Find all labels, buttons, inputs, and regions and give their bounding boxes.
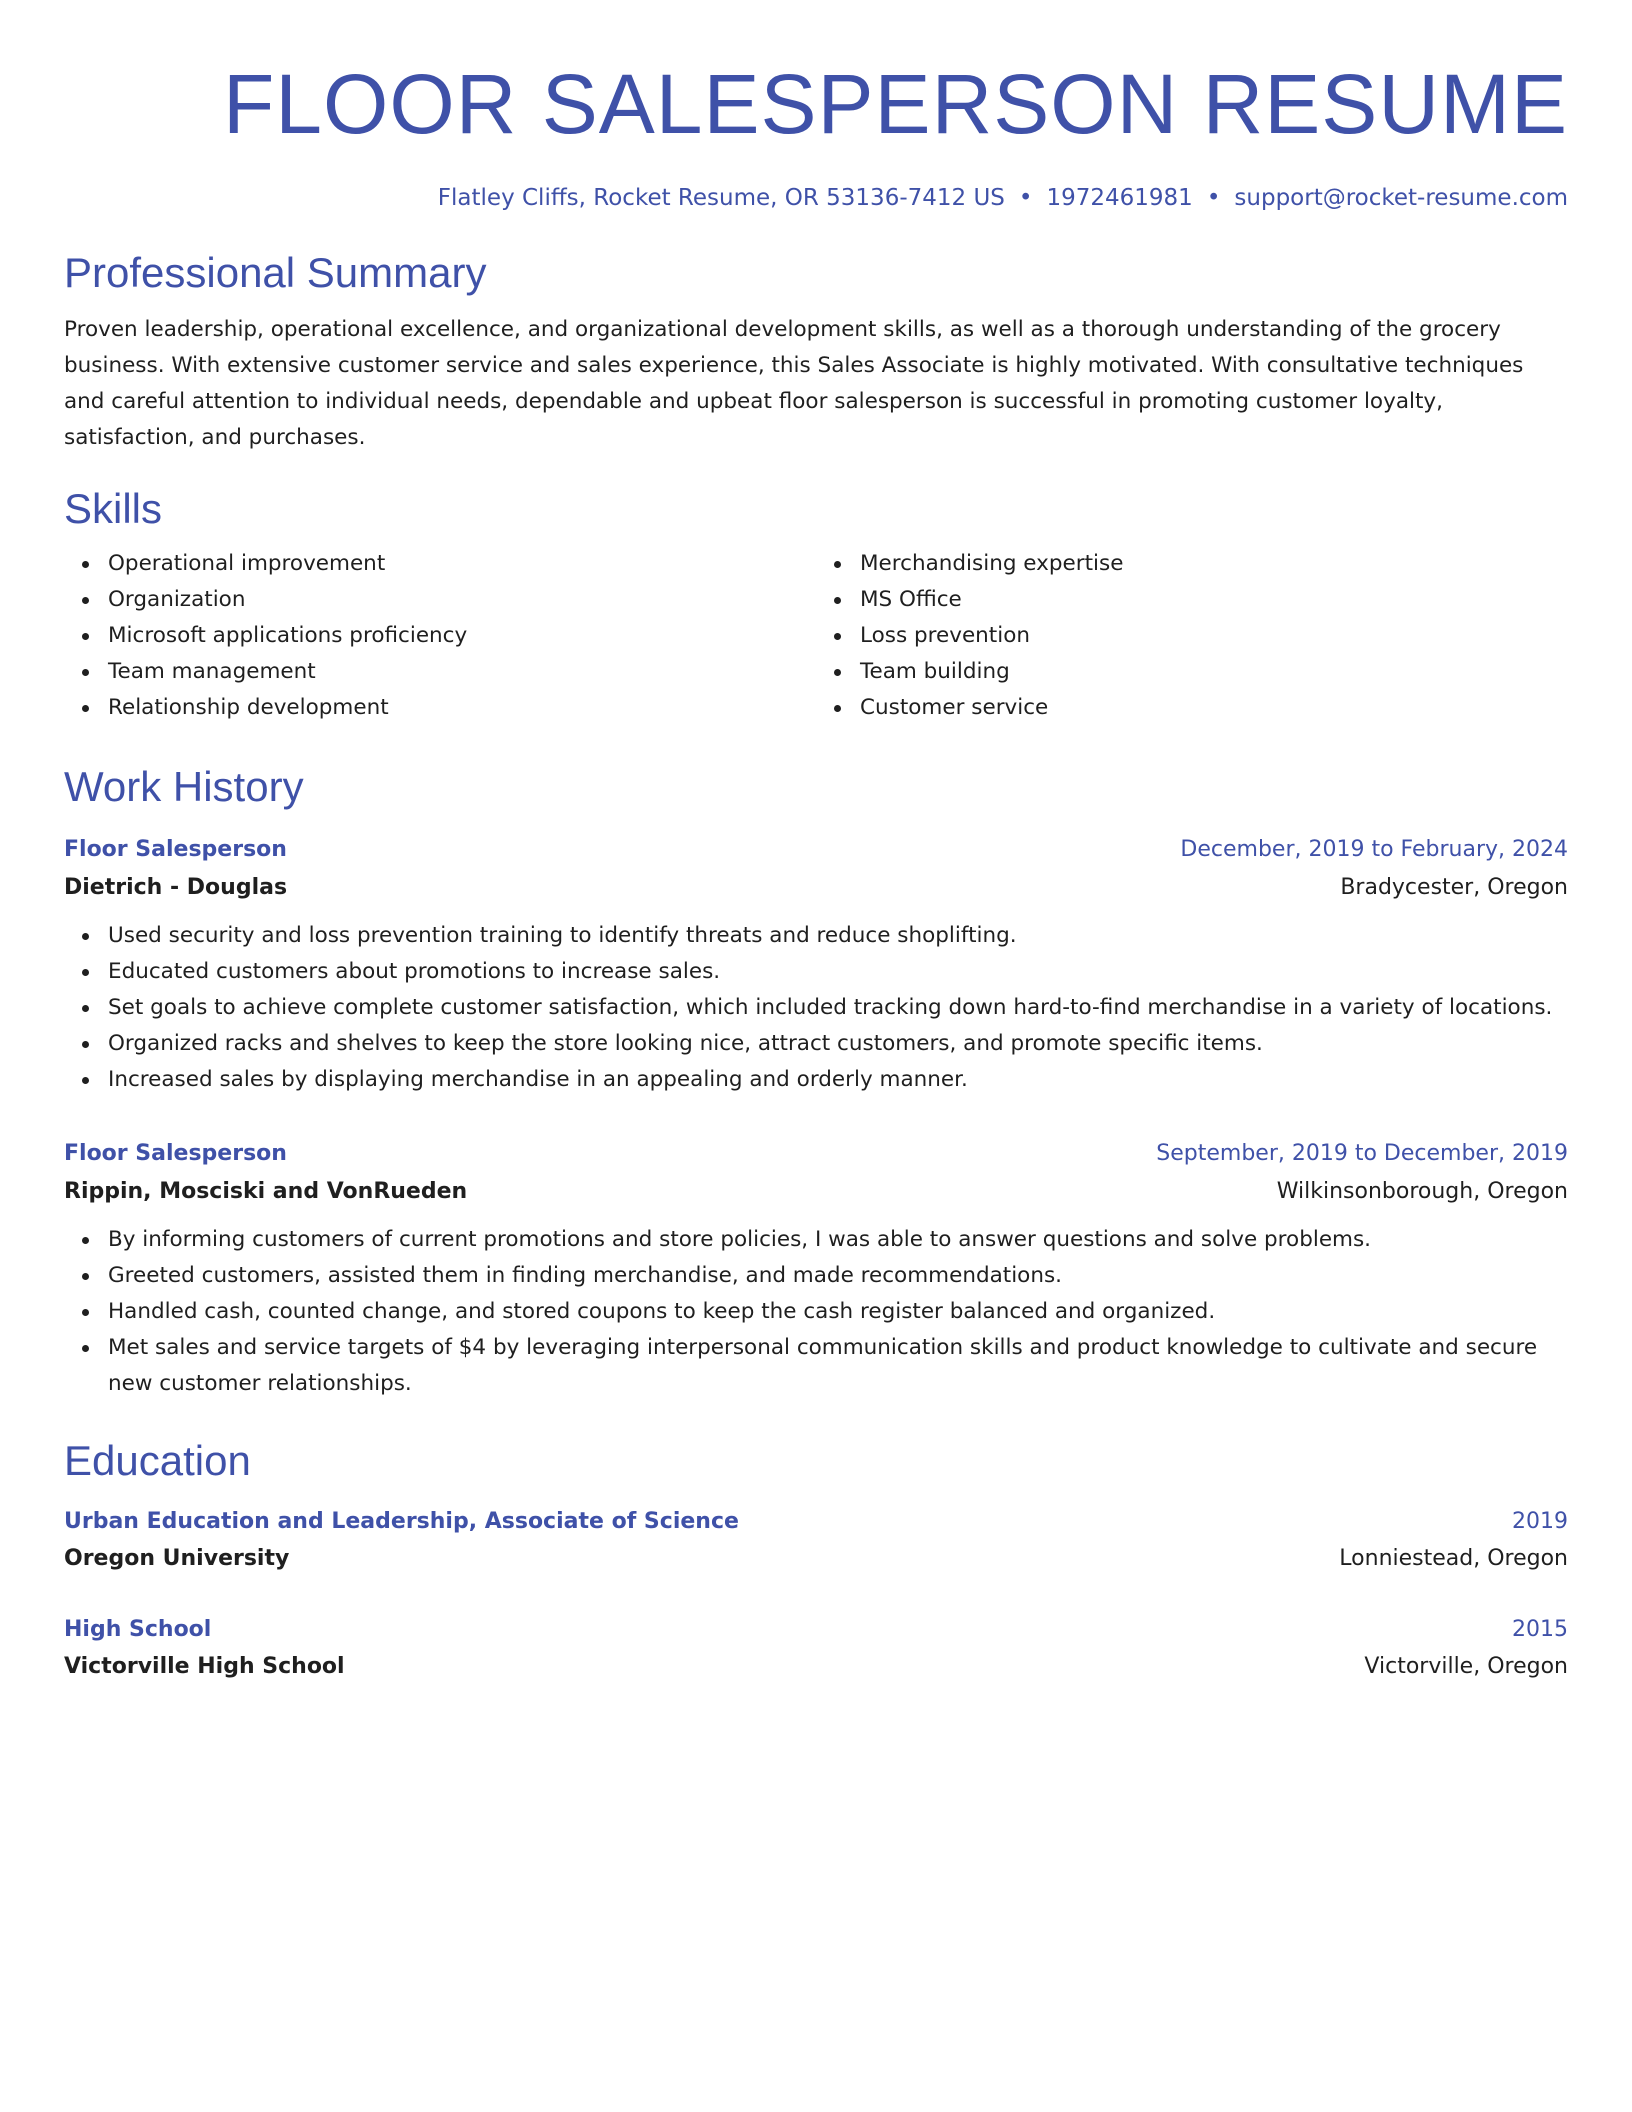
summary-text: Proven leadership, operational excellence, and organizational development skills, as well as a thorough understanding of the grocery business. With extensive customer service and sales experience, this Sales Associate is highly motivated. With consultative techniques and careful attention to individual needs, dependable and upbeat floor salesperson is successful in promoting customer loyalty, satisfaction, and purchases. bbox=[64, 317, 1524, 450]
job-title-row bbox=[64, 1136, 1568, 1172]
resume-title: FLOOR SALESPERSON RESUME bbox=[223, 57, 1568, 151]
education-school-row bbox=[64, 1648, 1568, 1686]
job-bullets bbox=[64, 1222, 1568, 1402]
education-entry bbox=[64, 1504, 1568, 1578]
skills-column-right bbox=[816, 546, 1568, 726]
education-year: 2015 bbox=[1512, 1617, 1568, 1642]
summary-section bbox=[64, 248, 1568, 456]
skills-grid bbox=[64, 546, 1568, 726]
contact-separator: • bbox=[1018, 185, 1033, 211]
job-location: Bradycester, Oregon bbox=[1340, 875, 1568, 900]
education-degree-row bbox=[64, 1612, 1568, 1648]
skill-item: Organization bbox=[108, 582, 816, 618]
skills-column-left bbox=[64, 546, 816, 726]
contact-separator: • bbox=[1206, 185, 1221, 211]
education-heading: Education bbox=[64, 1437, 251, 1484]
job-bullet: Used security and loss prevention training to identify threats and reduce shoplifting. bbox=[108, 918, 1568, 954]
education-location: Victorville, Oregon bbox=[1364, 1654, 1568, 1679]
job-bullet: Handled cash, counted change, and stored coupons to keep the cash register balanced and organized. bbox=[108, 1294, 1568, 1330]
contact-phone: 1972461981 bbox=[1046, 185, 1193, 211]
job-bullet: Met sales and service targets of $4 by leveraging interpersonal communication skills and product knowledge to cultivate and secure new customer relationships. bbox=[108, 1330, 1568, 1402]
job-title: Floor Salesperson bbox=[64, 837, 287, 862]
education-school: Victorville High School bbox=[64, 1654, 345, 1679]
education-degree-row bbox=[64, 1504, 1568, 1540]
skills-heading: Skills bbox=[64, 485, 163, 532]
work-history-heading: Work History bbox=[64, 763, 304, 810]
job-bullet: By informing customers of current promotions and store policies, I was able to answer questions and solve problems. bbox=[108, 1222, 1568, 1258]
contact-address: Flatley Cliffs, Rocket Resume, OR 53136-7412 US bbox=[437, 185, 1005, 211]
skill-item: Team building bbox=[860, 654, 1568, 690]
skill-item: Microsoft applications proficiency bbox=[108, 618, 816, 654]
job-dates: September, 2019 to December, 2019 bbox=[1156, 1141, 1568, 1166]
job-dates: December, 2019 to February, 2024 bbox=[1180, 837, 1568, 862]
skill-item: Team management bbox=[108, 654, 816, 690]
job-entry bbox=[64, 1136, 1568, 1402]
job-bullet: Set goals to achieve complete customer satisfaction, which included tracking down hard-to-find merchandise in a variety of locations. bbox=[108, 990, 1568, 1026]
job-title: Floor Salesperson bbox=[64, 1141, 287, 1166]
education-entry bbox=[64, 1612, 1568, 1686]
job-employer: Rippin, Mosciski and VonRueden bbox=[64, 1179, 468, 1204]
contact-line bbox=[64, 182, 1568, 214]
job-bullets bbox=[64, 918, 1568, 1098]
job-bullet: Educated customers about promotions to increase sales. bbox=[108, 954, 1568, 990]
job-location: Wilkinsonborough, Oregon bbox=[1276, 1179, 1568, 1204]
contact-email: support@rocket-resume.com bbox=[1234, 185, 1568, 211]
job-employer-row bbox=[64, 868, 1568, 908]
education-section bbox=[64, 1436, 1568, 1686]
education-degree: Urban Education and Leadership, Associate of Science bbox=[64, 1509, 739, 1534]
skill-item: MS Office bbox=[860, 582, 1568, 618]
skill-item: Merchandising expertise bbox=[860, 546, 1568, 582]
education-year: 2019 bbox=[1512, 1509, 1568, 1534]
education-school: Oregon University bbox=[64, 1546, 290, 1571]
job-bullet: Greeted customers, assisted them in finding merchandise, and made recommendations. bbox=[108, 1258, 1568, 1294]
job-bullet: Organized racks and shelves to keep the store looking nice, attract customers, and promote specific items. bbox=[108, 1026, 1568, 1062]
skill-item: Loss prevention bbox=[860, 618, 1568, 654]
skill-item: Customer service bbox=[860, 690, 1568, 726]
skills-section bbox=[64, 484, 1568, 726]
job-employer: Dietrich - Douglas bbox=[64, 875, 288, 900]
summary-heading: Professional Summary bbox=[64, 249, 487, 296]
skill-item: Relationship development bbox=[108, 690, 816, 726]
resume-header bbox=[64, 56, 1568, 214]
education-degree: High School bbox=[64, 1617, 212, 1642]
skill-item: Operational improvement bbox=[108, 546, 816, 582]
job-title-row bbox=[64, 832, 1568, 868]
job-bullet: Increased sales by displaying merchandise in an appealing and orderly manner. bbox=[108, 1062, 1568, 1098]
job-employer-row bbox=[64, 1172, 1568, 1212]
work-history-section bbox=[64, 762, 1568, 1402]
education-location: Lonniestead, Oregon bbox=[1339, 1546, 1568, 1571]
job-entry bbox=[64, 832, 1568, 1098]
education-school-row bbox=[64, 1540, 1568, 1578]
